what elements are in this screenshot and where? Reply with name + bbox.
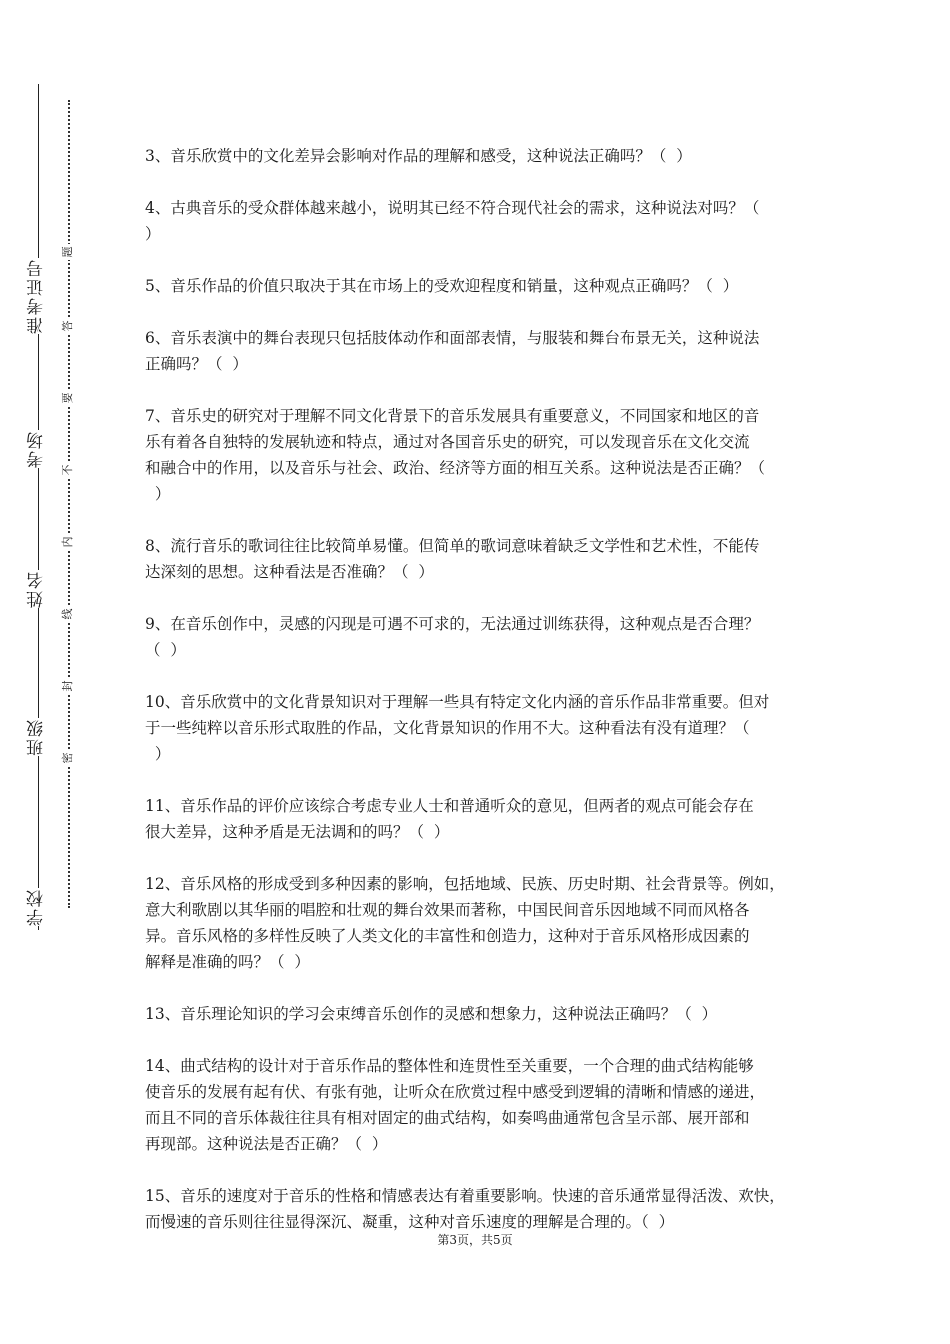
- question-15: 15、音乐的速度对于音乐的性格和情感表达有着重要影响。快速的音乐通常显得活泼、欢快， 而慢速的音乐则往往显得深沉、凝重，这种对音乐速度的理解是合理的。（ ）: [145, 1187, 785, 1231]
- seal-char: 不: [60, 462, 76, 478]
- seal-char: 题: [60, 244, 76, 260]
- field-label-class: 班级: [22, 718, 52, 756]
- question-8: 8、流行音乐的歌词往往比较简单易懂。但简单的歌词意味着缺乏文学性和艺术性，不能传 达深刻的思想。这种看法是否准确？（ ）: [145, 537, 760, 581]
- question-4: 4、古典音乐的受众群体越来越小，说明其已经不符合现代社会的需求，这种说法对吗？（ ）: [145, 199, 760, 243]
- seal-dotted-line: [68, 100, 70, 908]
- seal-char: 要: [60, 390, 76, 406]
- field-label-exam-number: 准考证号: [22, 258, 52, 334]
- seal-char: 密: [60, 750, 76, 766]
- page-number: 第3页，共5页: [437, 1233, 513, 1247]
- field-label-exam-room: 考场: [22, 430, 52, 468]
- binding-margin-line: [38, 84, 39, 930]
- question-list: [145, 143, 820, 1261]
- field-label-name: 姓名: [22, 570, 52, 608]
- question-10: 10、音乐欣赏中的文化背景知识对于理解一些具有特定文化内涵的音乐作品非常重要。但对 于一些纯粹以音乐形式取胜的作品，文化背景知识的作用不大。这种看法有没有道理？（ ）: [145, 693, 770, 763]
- seal-char: 封: [60, 678, 76, 694]
- question-13: 13、音乐理论知识的学习会束缚音乐创作的灵感和想象力，这种说法正确吗？（ ）: [145, 1005, 718, 1023]
- question-11: 11、音乐作品的评价应该综合考虑专业人士和普通听众的意见，但两者的观点可能会存在 很大差异，这种矛盾是无法调和的吗？（ ）: [145, 797, 754, 841]
- question-14: 14、曲式结构的设计对于音乐作品的整体性和连贯性至关重要，一个合理的曲式结构能够 使音乐的发展有起有伏、有张有弛，让听众在欣赏过程中感受到逻辑的清晰和情感的递进， 而且不同的音乐体裁往往具有相对固定的曲式结构，如奏鸣曲通常包含呈示部、展开部和 再现部。这种说法是否正确？（ ）: [145, 1057, 766, 1153]
- seal-char: 答: [60, 318, 76, 334]
- question-5: 5、音乐作品的价值只取决于其在市场上的受欢迎程度和销量，这种观点正确吗？（ ）: [145, 277, 739, 295]
- question-12: 12、音乐风格的形成受到多种因素的影响，包括地域、民族、历史时期、社会背景等。例如， 意大利歌剧以其华丽的唱腔和壮观的舞台效果而著称，中国民间音乐因地域不同而风格各 异。音乐风格的多样性反映了人类文化的丰富性和创造力，这种对于音乐风格形成因素的 解释是准确的吗？（ ）: [145, 875, 785, 971]
- question-6: 6、音乐表演中的舞台表现只包括肢体动作和面部表情，与服装和舞台布景无关，这种说法 正确吗？（ ）: [145, 329, 760, 373]
- field-label-school: 学校: [22, 888, 52, 926]
- seal-char: 线: [60, 606, 76, 622]
- seal-char: 内: [60, 534, 76, 550]
- question-9: 9、在音乐创作中，灵感的闪现是可遇不可求的，无法通过训练获得，这种观点是否合理？ （ ）: [145, 615, 760, 659]
- question-3: 3、音乐欣赏中的文化差异会影响对作品的理解和感受，这种说法正确吗？（ ）: [145, 147, 692, 165]
- question-7: 7、音乐史的研究对于理解不同文化背景下的音乐发展具有重要意义，不同国家和地区的音 乐有着各自独特的发展轨迹和特点，通过对各国音乐史的研究，可以发现音乐在文化交流 和融合中的作用，以及音乐与社会、政治、经济等方面的相互关系。这种说法是否正确？（ ）: [145, 407, 766, 503]
